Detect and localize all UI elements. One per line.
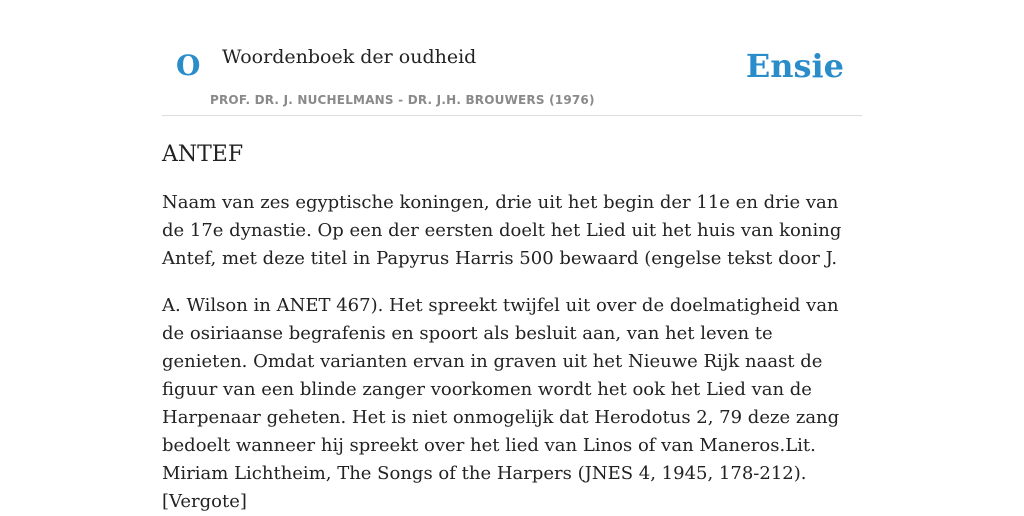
entry-title: ANTEF	[162, 142, 244, 167]
book-header	[162, 0, 862, 116]
book-title-link[interactable]: Woordenboek der oudheid	[222, 46, 477, 68]
book-authors: PROF. DR. J. NUCHELMANS - DR. J.H. BROUWERS (1976)	[210, 93, 595, 107]
page-content	[162, 0, 862, 516]
entry-paragraph-2: A. Wilson in ANET 467). Het spreekt twijfel uit over de doelmatigheid van de osiriaanse begrafenis en spoort als besluit aan, van het leven te genieten. Omdat varianten ervan in graven uit het Nieuwe Rijk naast de figuur van een blinde zanger voorkomen wordt het ook het Lied van de Harpenaar geheten. Het is niet onmogelijk dat Herodotus 2, 79 deze zang bedoelt wanneer hij spreekt over het lied van Linos of van Maneros.Lit. Miriam Lichtheim, The Songs of the Harpers (JNES 4, 1945, 178-212). [Vergote]	[162, 295, 840, 513]
entry-paragraph-1: Naam van zes egyptische koningen, drie uit het begin der 11e en drie van de 17e dynastie. Op een der eersten doelt het Lied uit het huis van koning Antef, met deze titel in Papyrus Harris 500 bewaard (engelse tekst door J.	[162, 192, 842, 270]
ensie-logo[interactable]: Ensie	[745, 47, 844, 85]
book-letter-icon[interactable]: O	[176, 49, 201, 82]
